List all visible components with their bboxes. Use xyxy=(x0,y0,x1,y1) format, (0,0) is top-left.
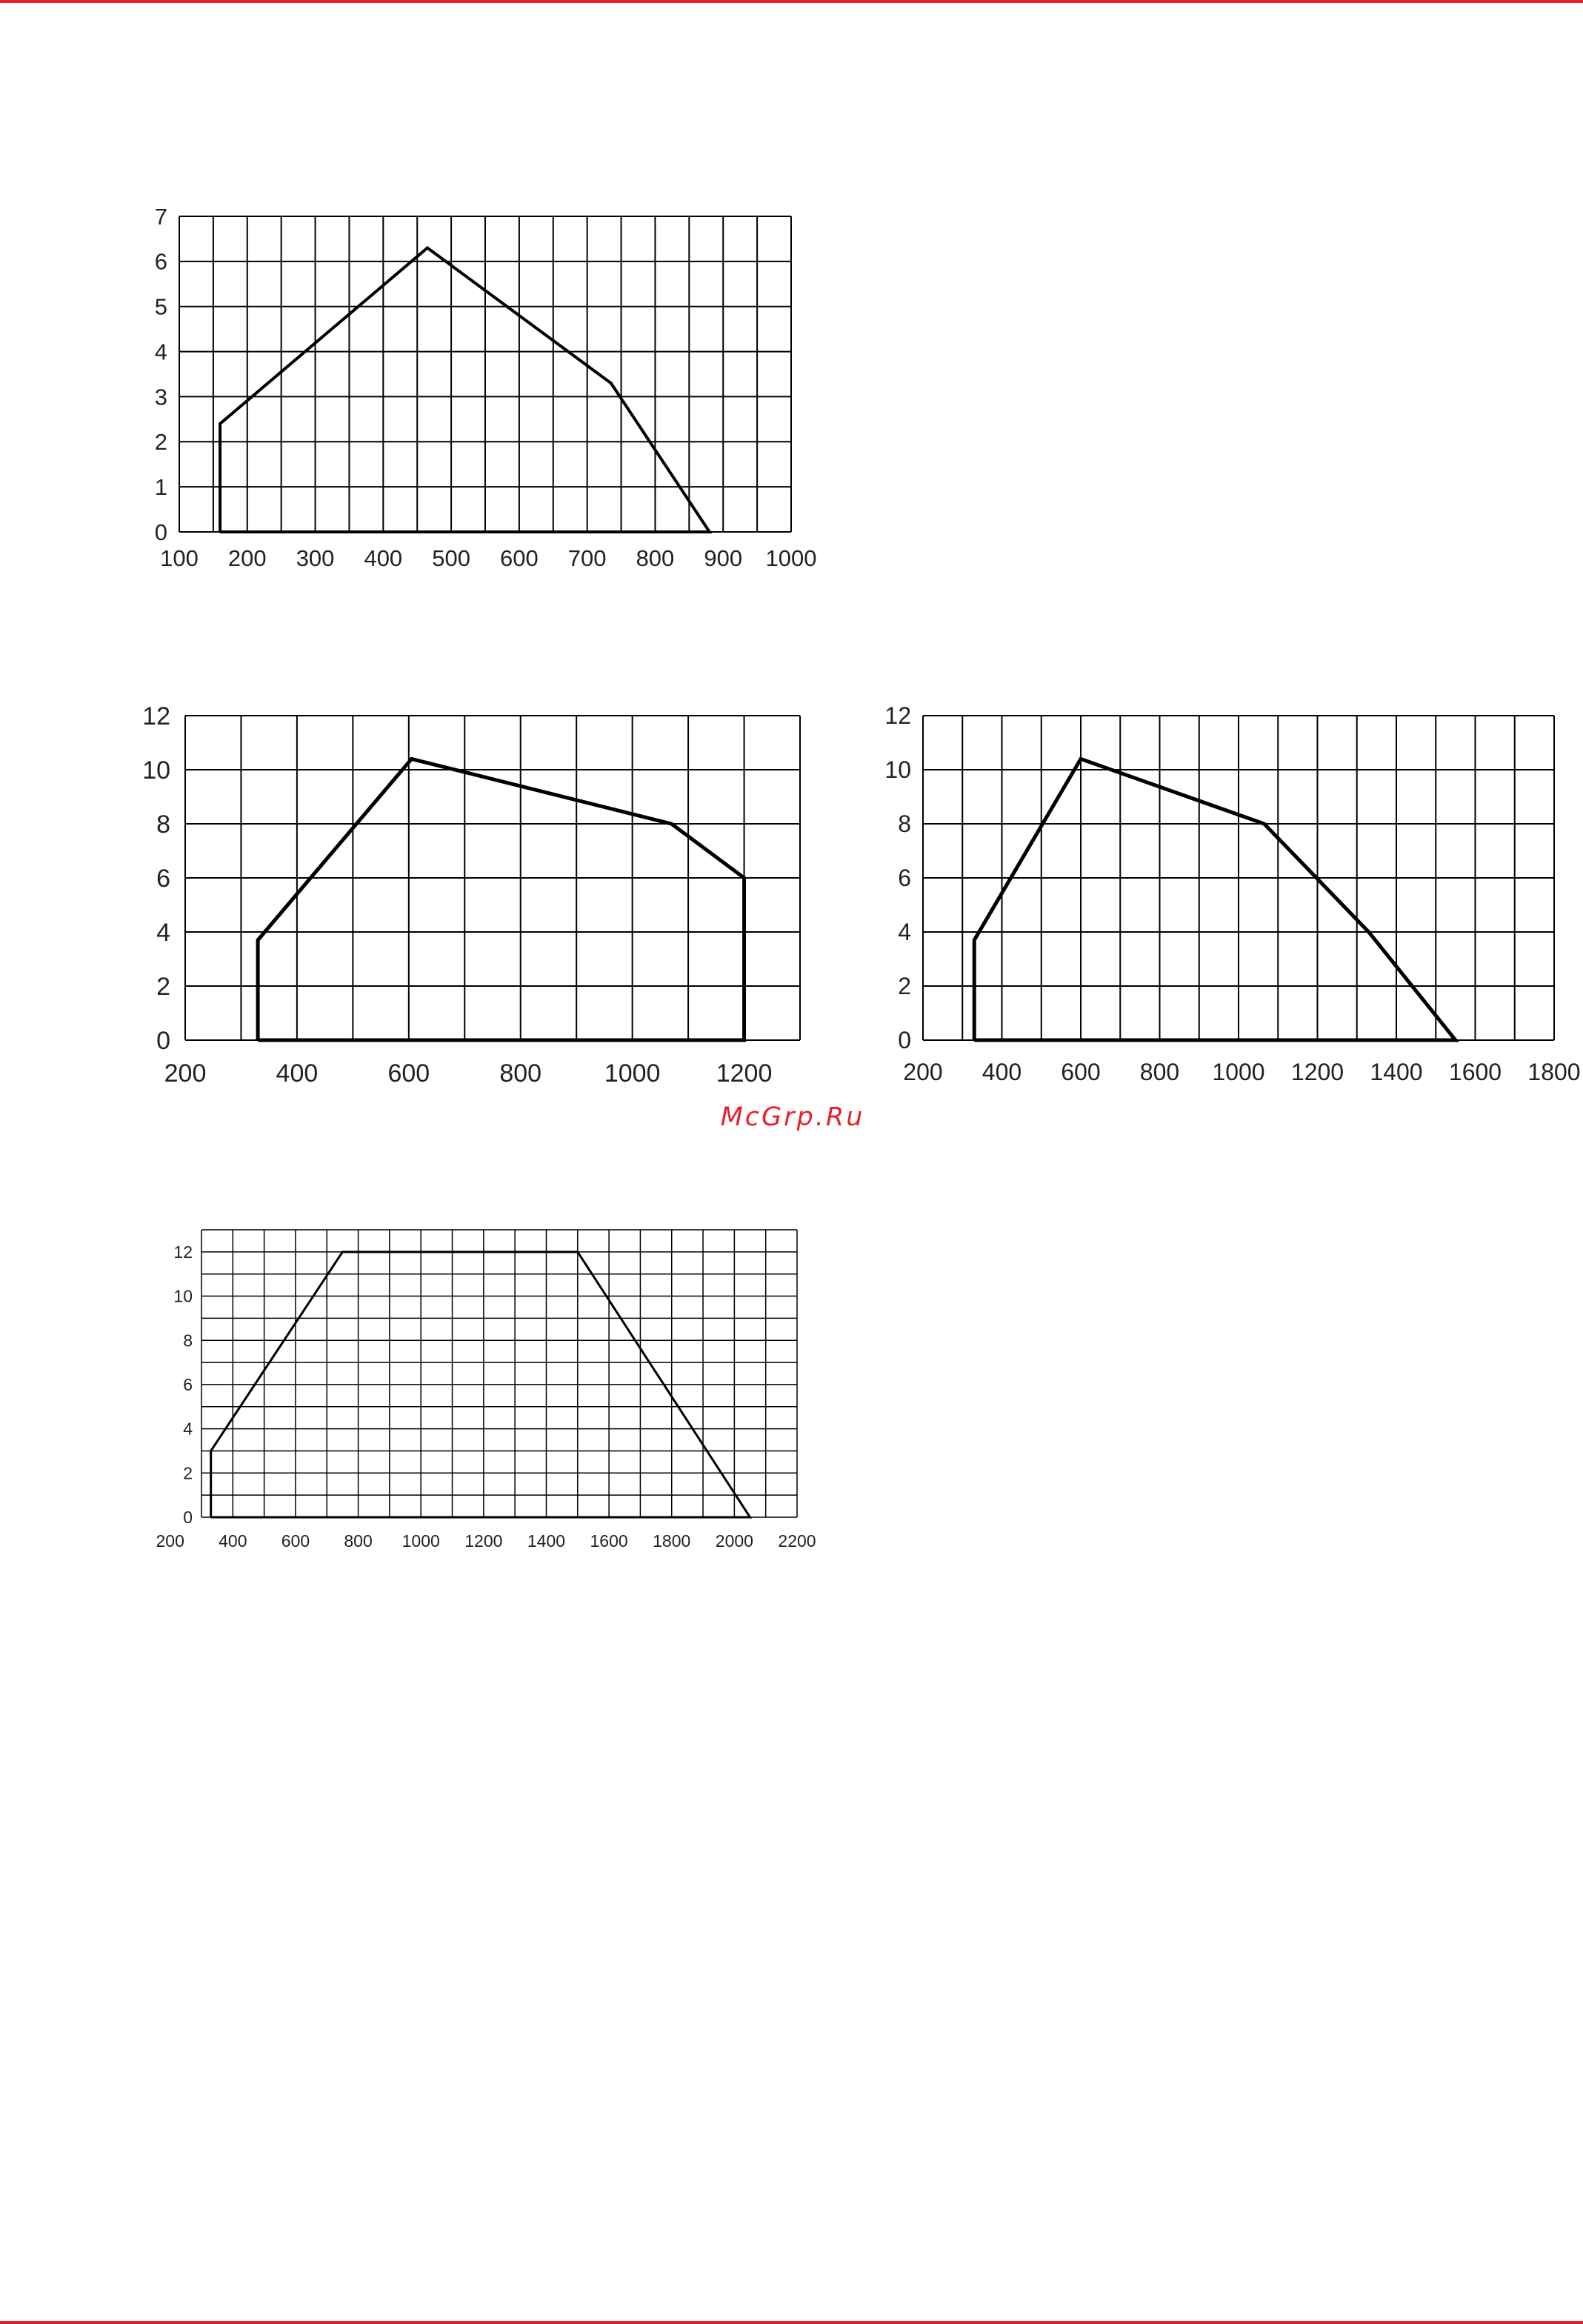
y-tick-label: 10 xyxy=(142,756,170,785)
x-tick-label: 900 xyxy=(704,545,743,571)
y-tick-labels xyxy=(155,204,167,545)
grid-lines xyxy=(923,716,1554,1040)
bottom-rule xyxy=(0,2321,1583,2324)
watermark-text: McGrp.Ru xyxy=(720,1102,865,1132)
envelope-line xyxy=(974,759,1456,1040)
x-tick-label: 200 xyxy=(903,1059,943,1085)
grid-lines xyxy=(179,216,791,532)
y-tick-label: 2 xyxy=(156,972,170,1001)
envelope-line xyxy=(258,759,744,1040)
y-tick-label: 10 xyxy=(884,756,911,784)
y-tick-label: 2 xyxy=(154,429,167,456)
x-tick-label: 800 xyxy=(1139,1059,1180,1085)
y-tick-label: 4 xyxy=(183,1419,193,1439)
y-tick-label: 10 xyxy=(173,1286,193,1306)
x-tick-label: 500 xyxy=(432,545,470,571)
x-tick-label: 1000 xyxy=(401,1531,440,1551)
x-tick-labels xyxy=(160,545,816,571)
y-tick-label: 4 xyxy=(154,339,167,365)
x-tick-label: 200 xyxy=(227,545,267,571)
x-tick-label: 800 xyxy=(499,1059,542,1088)
y-tick-label: 2 xyxy=(183,1463,193,1483)
y-tick-label: 4 xyxy=(156,918,170,947)
y-tick-label: 8 xyxy=(156,810,170,839)
y-tick-label: 2 xyxy=(898,973,911,1000)
y-tick-label: 6 xyxy=(898,865,911,892)
x-tick-label: 400 xyxy=(219,1531,247,1551)
x-tick-label: 1800 xyxy=(653,1531,691,1551)
grid-lines xyxy=(201,1230,797,1517)
y-tick-label: 0 xyxy=(898,1027,911,1054)
x-tick-label: 1200 xyxy=(1290,1059,1344,1085)
x-tick-label: 1000 xyxy=(604,1059,661,1088)
y-tick-label: 5 xyxy=(154,293,167,320)
chart-3 xyxy=(844,682,1583,1111)
y-tick-label: 0 xyxy=(183,1508,193,1528)
y-tick-labels xyxy=(884,702,911,1053)
x-tick-label: 400 xyxy=(364,545,403,571)
y-tick-label: 12 xyxy=(884,702,911,730)
y-tick-label: 0 xyxy=(156,1026,170,1055)
chart-1 xyxy=(0,185,837,600)
x-tick-label: 1400 xyxy=(1370,1059,1423,1085)
x-tick-label: 1200 xyxy=(464,1531,503,1551)
grid-lines xyxy=(185,716,800,1040)
x-tick-label: 1000 xyxy=(1212,1059,1265,1085)
x-tick-label: 1000 xyxy=(765,545,817,571)
x-tick-label: 100 xyxy=(160,545,199,571)
x-tick-label: 1800 xyxy=(1527,1059,1581,1085)
x-tick-label: 1400 xyxy=(527,1531,566,1551)
x-tick-label: 300 xyxy=(296,545,335,571)
y-tick-label: 0 xyxy=(154,519,167,545)
x-tick-label: 1200 xyxy=(716,1059,773,1088)
x-tick-label: 600 xyxy=(281,1531,310,1551)
chart-2 xyxy=(0,682,830,1111)
y-tick-label: 3 xyxy=(154,384,167,410)
y-tick-labels xyxy=(173,1242,193,1527)
x-tick-labels xyxy=(164,1059,773,1088)
x-tick-label: 400 xyxy=(982,1059,1022,1085)
x-tick-labels xyxy=(903,1059,1580,1085)
y-tick-label: 1 xyxy=(154,473,167,500)
x-tick-label: 1600 xyxy=(1448,1059,1502,1085)
x-tick-label: 1600 xyxy=(590,1531,628,1551)
x-tick-label: 700 xyxy=(567,545,607,571)
top-rule xyxy=(0,0,1583,3)
x-tick-labels xyxy=(156,1531,816,1551)
y-tick-label: 7 xyxy=(154,203,167,230)
y-tick-label: 6 xyxy=(156,864,170,893)
y-tick-label: 6 xyxy=(183,1374,193,1394)
y-tick-labels xyxy=(142,702,170,1055)
x-tick-label: 600 xyxy=(1061,1059,1101,1085)
envelope-line xyxy=(220,248,710,532)
x-tick-label: 800 xyxy=(636,545,675,571)
x-tick-label: 600 xyxy=(500,545,539,571)
y-tick-label: 8 xyxy=(183,1331,193,1351)
x-tick-label: 2200 xyxy=(778,1531,816,1551)
x-tick-label: 2000 xyxy=(715,1531,753,1551)
y-tick-label: 12 xyxy=(142,702,170,730)
x-tick-label: 600 xyxy=(387,1059,430,1088)
y-tick-label: 12 xyxy=(173,1242,193,1262)
y-tick-label: 6 xyxy=(154,248,167,275)
chart-4 xyxy=(0,1208,837,1571)
y-tick-label: 4 xyxy=(898,919,911,946)
y-tick-label: 8 xyxy=(898,810,911,838)
x-tick-label: 200 xyxy=(156,1531,184,1551)
x-tick-label: 800 xyxy=(344,1531,373,1551)
x-tick-label: 200 xyxy=(164,1059,207,1088)
x-tick-label: 400 xyxy=(276,1059,319,1088)
